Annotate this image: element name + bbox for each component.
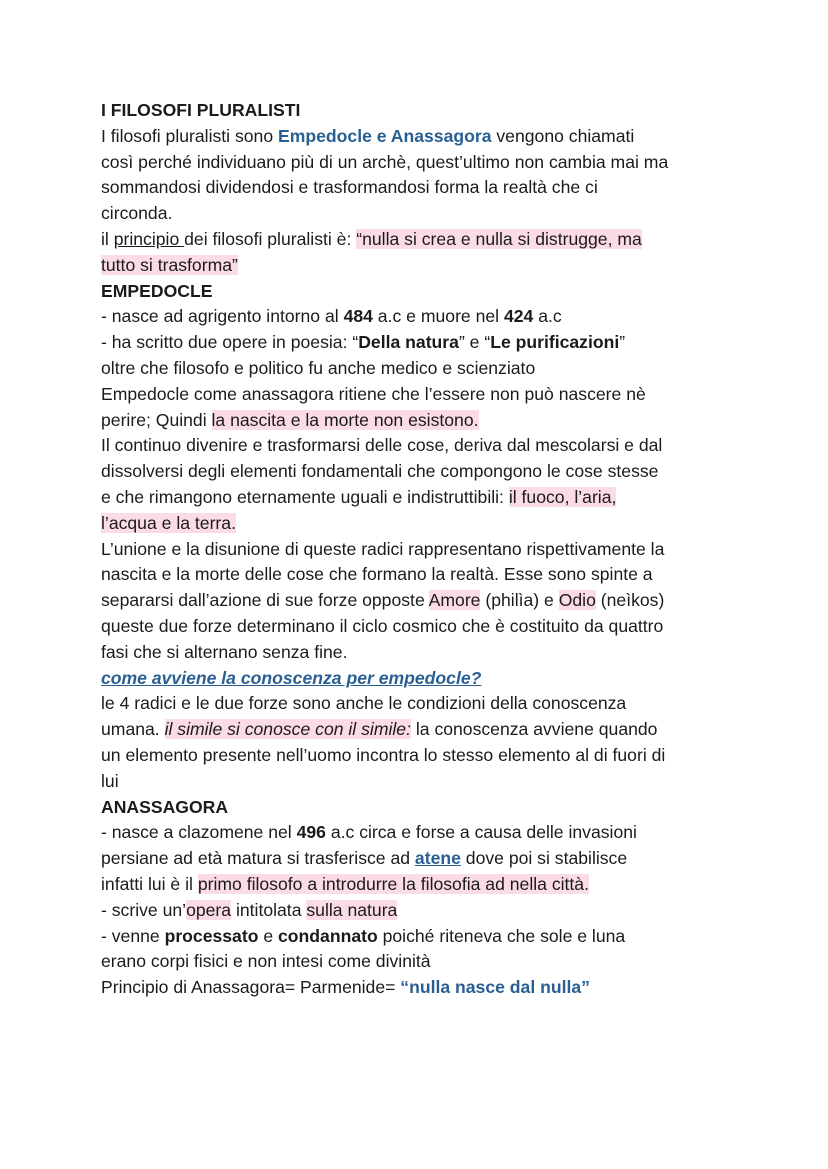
death-year: 424 [503,306,534,327]
text: ” e “ [458,332,491,353]
work-title: Le purificazioni [490,332,620,353]
knowledge-line-1: le 4 radici e le due forze sono anche le condizioni della conoscenza [101,693,627,714]
knowledge-line-3: un elemento presente nell’uomo incontra lo stesso elemento al di fuori di [101,744,666,765]
highlight: opera [186,899,232,920]
principle-quote-highlight: tutto si trasforma” [101,254,238,275]
empedocle-works [101,330,741,356]
principle-line-2 [101,253,741,279]
empedocle-line-5 [101,408,741,434]
anassagora-line-1 [101,820,741,846]
anassagora-line-3 [101,872,741,898]
empedocle-line-13: queste due forze determinano il ciclo cosmico che è costituito da quattro [101,615,664,636]
intro-text: vengono chiamati [491,125,635,146]
highlight: sulla natura [306,899,398,920]
principle-quote: “nulla nasce dal nulla” [400,977,590,998]
text: e che rimangono eternamente uguali e indistruttibili: [101,486,509,507]
principle-line-1 [101,227,741,253]
text: la conoscenza avviene quando [410,719,658,740]
knowledge-question-heading: come avviene la conoscenza per empedocle? [101,667,482,688]
text: - scrive un’ [101,899,187,920]
empedocle-line-9 [101,511,741,537]
highlight: la nascita e la morte non esistono. [211,409,479,430]
knowledge-line-4: lui [101,770,119,791]
anassagora-line-6: erano corpi fisici e non intesi come divinità [101,951,431,972]
empedocle-heading: EMPEDOCLE [101,280,213,301]
text: persiane ad età matura si trasferisce ad [101,848,415,869]
empedocle-line-6: Il continuo divenire e trasformarsi delle cose, deriva dal mescolarsi e dal [101,435,663,456]
text: infatti lui è il [101,873,198,894]
text: (neìkos) [595,590,665,611]
highlight: il fuoco, l’aria, [508,486,617,507]
highlight: primo filosofo a introdurre la filosofia ad nella città. [197,873,589,894]
highlight-odio: Odio [558,590,596,611]
text: dove poi si stabilisce [460,848,628,869]
text: - venne [101,925,165,946]
text: e [258,925,279,946]
text: separarsi dall’azione di sue forze opposte [101,590,429,611]
empedocle-birth [101,304,741,330]
text: Principio di Anassagora= Parmenide= [101,977,401,998]
intro-line-3: sommandosi dividendosi e trasformandosi forma la realtà che ci [101,177,598,198]
highlight: l’acqua e la terra. [101,512,236,533]
highlight-italic: il simile si conosce con il simile: [164,719,411,740]
empedocle-line-4: Empedocle come anassagora ritiene che l’essere non può nascere nè [101,383,646,404]
knowledge-line-2 [101,717,741,743]
principle-quote-highlight: “nulla si crea e nulla si distrugge, ma [356,228,642,249]
highlight-amore: Amore [428,590,481,611]
birth-year: 496 [296,822,326,843]
atene-link[interactable]: atene [414,848,461,869]
bold-word: condannato [278,925,378,946]
empedocle-line-3: oltre che filosofo e politico fu anche medico e scienziato [101,357,536,378]
anassagora-line-4 [101,898,741,924]
text: intitolata [231,899,307,920]
text: - nasce ad agrigento intorno al [101,306,344,327]
principle-text: dei filosofi pluralisti è: [184,228,357,249]
intro-line-4: circonda. [101,203,173,224]
principle-text: il [101,228,114,249]
document-title: I FILOSOFI PLURALISTI [101,100,301,120]
intro-line-2: così perché individuano più di un archè, quest’ultimo non cambia mai ma [101,151,669,172]
text: ” [619,332,626,353]
empedocle-line-7: dissolversi degli elementi fondamentali che compongono le cose stesse [101,461,659,482]
empedocle-line-8 [101,485,741,511]
document-page [101,98,741,1001]
text: a.c [533,306,562,327]
text: - ha scritto due opere in poesia: “ [101,332,359,353]
empedocle-line-14: fasi che si alternano senza fine. [101,641,348,662]
anassagora-line-5 [101,924,741,950]
text: perire; Quindi [101,409,212,430]
intro-text: I filosofi pluralisti sono [101,125,278,146]
text: - nasce a clazomene nel [101,822,297,843]
anassagora-heading: ANASSAGORA [101,796,229,817]
empedocle-line-10: L’unione e la disunione di queste radici rappresentano rispettivamente la [101,538,665,559]
intro-line-1 [101,124,741,150]
text: a.c circa e forse a causa delle invasioni [325,822,637,843]
work-title: Della natura [358,332,459,353]
birth-year: 484 [343,306,373,327]
bold-word: processato [164,925,259,946]
empedocle-line-11: nascita e la morte delle cose che formano la realtà. Esse sono spinte a [101,564,653,585]
anassagora-line-7 [101,975,741,1001]
text: (philìa) e [480,590,559,611]
anassagora-line-2 [101,846,741,872]
text: umana. [101,719,165,740]
text: poiché riteneva che sole e luna [377,925,626,946]
empedocle-line-12 [101,588,741,614]
text: a.c e muore nel [372,306,504,327]
philosophers-names: Empedocle e Anassagora [278,125,492,146]
principle-underlined: principio [113,228,185,249]
